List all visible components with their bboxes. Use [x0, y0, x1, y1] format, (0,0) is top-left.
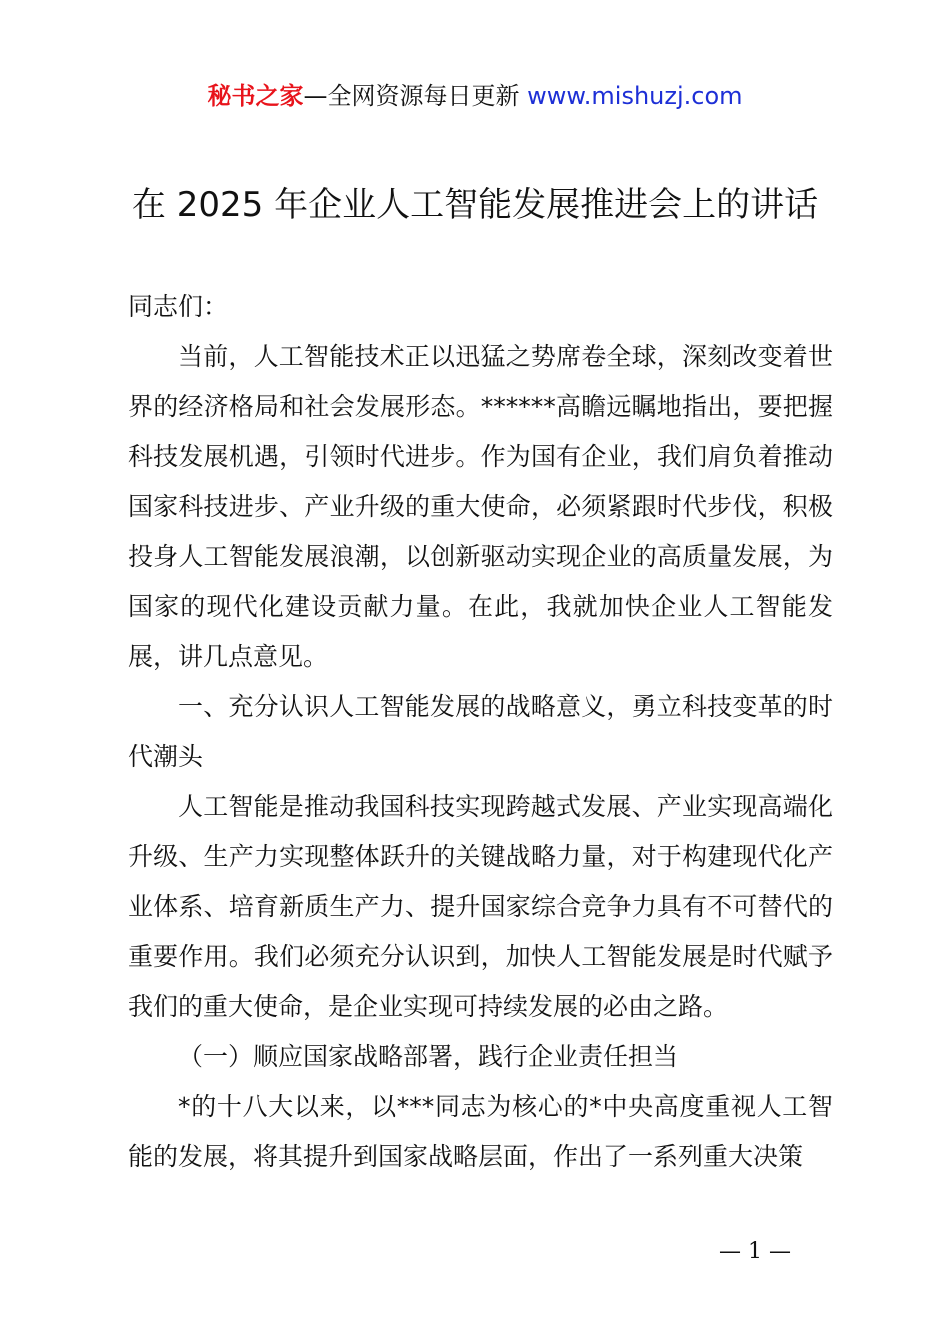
section-heading-1: 一、充分认识人工智能发展的战略意义，勇立科技变革的时代潮头: [128, 692, 833, 771]
salutation: 同志们：: [128, 292, 229, 321]
paragraph-section-1: 人工智能是推动我国科技实现跨越式发展、产业实现高端化升级、生产力实现整体跃升的关键战略力量，对于构建现代化产业体系、培育新质生产力、提升国家综合竞争力具有不可替代的重要作用。我们必须充分认识到，加快人工智能发展是时代赋予我们的重大使命，是企业实现可持续发展的必由之路。: [128, 792, 833, 1021]
paragraph-subsection-1: *的十八大以来，以***同志为核心的*中央高度重视人工智能的发展，将其提升到国家战略层面，作出了一系列重大决策: [128, 1092, 833, 1171]
paragraph-intro: 当前，人工智能技术正以迅猛之势席卷全球，深刻改变着世界的经济格局和社会发展形态。******高瞻远瞩地指出，要把握科技发展机遇，引领时代进步。作为国有企业，我们肩负着推动国家科技进步、产业升级的重大使命，必须紧跟时代步伐，积极投身人工智能发展浪潮，以创新驱动实现企业的高质量发展，为国家的现代化建设贡献力量。在此，我就加快企业人工智能发展，讲几点意见。: [128, 342, 833, 671]
document-title: 在 2025 年企业人工智能发展推进会上的讲话: [131, 185, 819, 225]
site-brand: 秘书之家: [207, 82, 304, 110]
site-header: [0, 80, 950, 112]
document-body: [128, 282, 833, 1182]
site-url-link[interactable]: www.mishuzj.com: [527, 82, 743, 110]
page-number: — 1 —: [719, 1239, 791, 1264]
site-tagline: —全网资源每日更新: [303, 82, 520, 110]
subsection-heading-1: （一）顺应国家战略部署，践行企业责任担当: [178, 1042, 679, 1071]
